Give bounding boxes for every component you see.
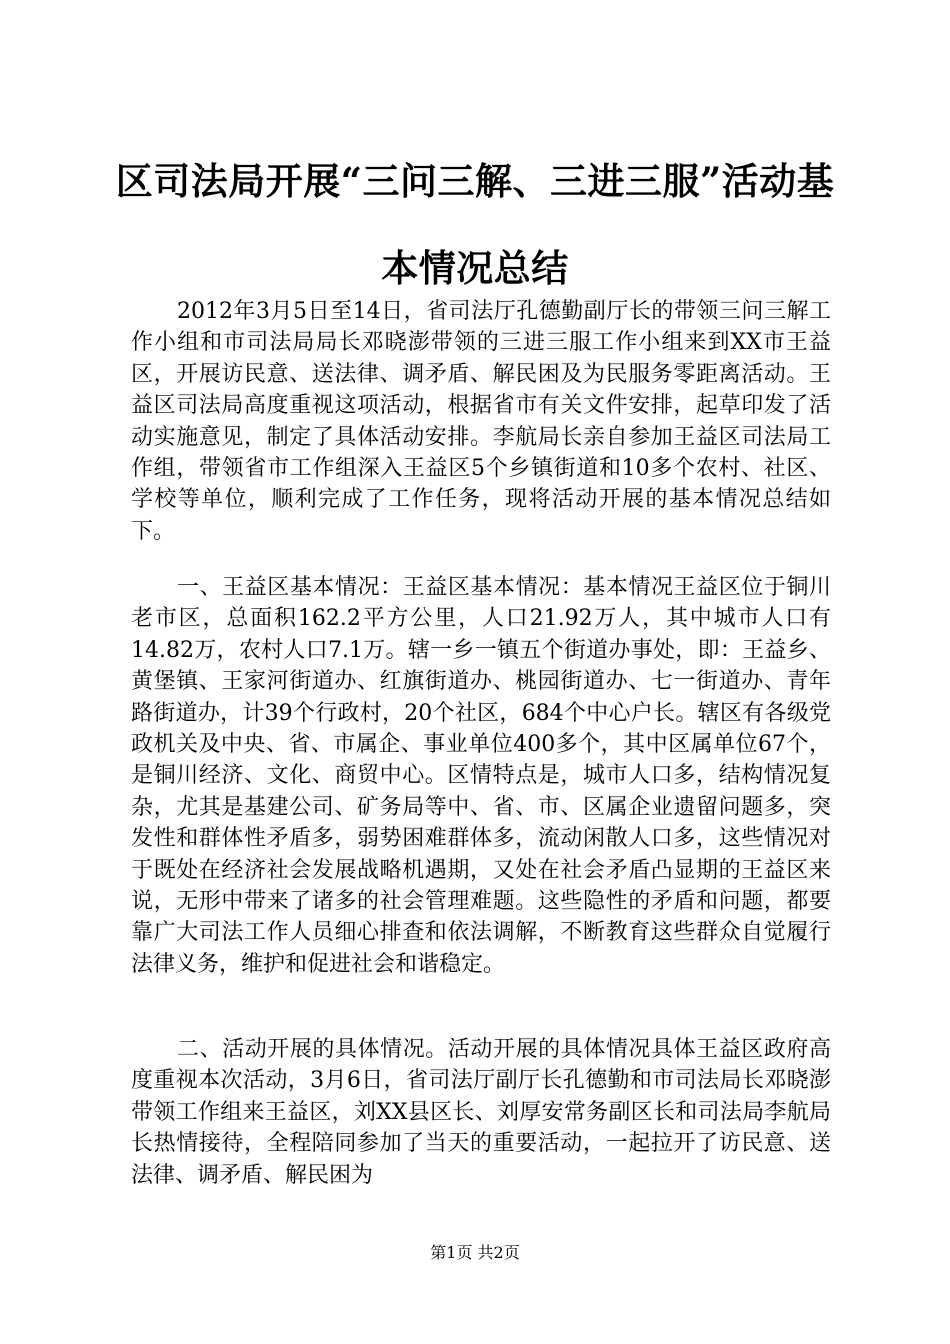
paragraph-intro: 2012年3月5日至14日，省司法厅孔德勤副厅长的带领三问三解工作小组和市司法局局长邓晓澎带领的三进三服工作小组来到XX市王益区，开展访民意、送法律、调矛盾、解民困及为民服务零距离活动。王益区司法局高度重视这项活动，根据省市有关文件安排，起草印发了活动实施意见，制定了具体活动安排。李航局长亲自参加王益区司法局工作组，带领省市工作组深入王益区5个乡镇街道和10多个农村、社区、学校等单位，顺利完成了工作任务，现将活动开展的基本情况总结如下。 [131,299,831,544]
document-title-line-1: 区司法局开展“三问三解、三进三服”活动基 [115,159,835,203]
paragraph-basic-situation: 一、王益区基本情况：王益区基本情况：基本情况王益区位于铜川老市区，总面积162.2平方公里，人口21.92万人，其中城市人口有14.82万，农村人口7.1万。辖一乡一镇五个街道办事处，即：王益乡、黄堡镇、王家河街道办、红旗街道办、桃园街道办、七一街道办、青年路街道办，计39个行政村，20个社区，684个中心户长。辖区有各级党政机关及中央、省、市属企、事业单位400多个，其中区属单位67个，是铜川经济、文化、商贸中心。区情特点是，城市人口多，结构情况复杂，尤其是基建公司、矿务局等中、省、市、区属企业遗留问题多，突发性和群体性矛盾多，弱势困难群体多，流动闲散人口多，这些情况对于既处在经济社会发展战略机遇期，又处在社会矛盾凸显期的王益区来说，无形中带来了诸多的社会管理难题。这些隐性的矛盾和问题，都要靠广大司法工作人员细心排查和依法调解，不断教育这些群众自觉履行法律义务，维护和促进社会和谐稳定。 [131,575,831,977]
paragraph-activity-details: 二、活动开展的具体情况。活动开展的具体情况具体王益区政府高度重视本次活动，3月6日，省司法厅副厅长孔德勤和市司法局长邓晓澎带领工作组来王益区，刘XX县区长、刘厚安常务副区长和司法局李航局长热情接待，全程陪同参加了当天的重要活动，一起拉开了访民意、送法律、调矛盾、解民困为 [131,1037,831,1188]
document-title-line-2: 本情况总结 [381,246,569,290]
page-number-footer: 第1页 共2页 [430,1243,520,1262]
